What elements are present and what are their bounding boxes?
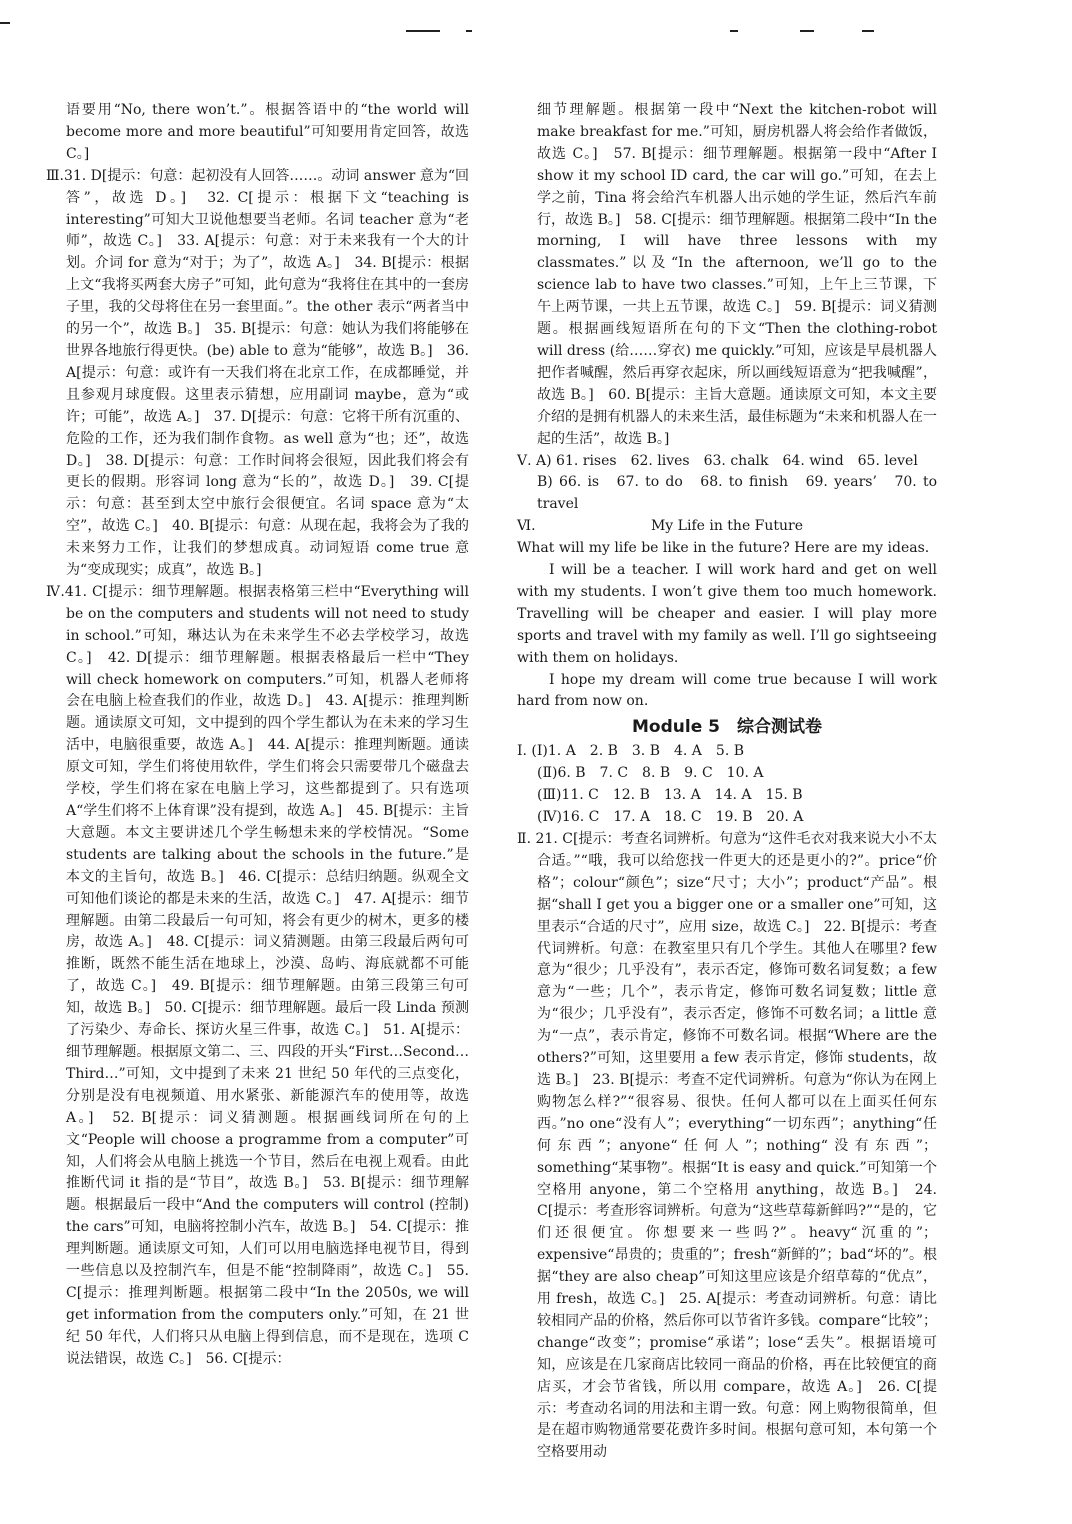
left-column <box>46 100 469 1371</box>
essay-title: My Life in the Future <box>650 518 804 535</box>
crop-mark <box>0 22 10 24</box>
essay-paragraph: I will be a teacher. I will work hard and get on well with my students. I won’t give them too much homework. Travelling will be cheaper and easier. I will play more sports and travel with my family as well. I’ll go sightseeing with them on holidays. <box>517 562 937 666</box>
section-i-row: (Ⅱ)6. B 7. C 8. B 9. C 10. A <box>537 765 764 782</box>
crop-mark <box>730 30 738 32</box>
section-v-a: Ⅴ. A) 61. rises 62. lives 63. chalk 64. wind 65. level <box>517 452 918 469</box>
section-i-row: (Ⅲ)11. C 12. B 13. A 14. A 15. B <box>537 787 803 804</box>
crop-mark <box>466 30 472 32</box>
crop-mark <box>862 30 874 32</box>
section-iii-answers: Ⅲ.31. D[提示：句意：起初没有人回答……。动词 answer 意为“回答”，故选 D。] 32. C[提示：根据下文“teaching is interesting”可知大卫说他想要当老师。名词 teacher 意为“老师”，故选 C。] 33. A[提示：句意：对于未来我有一个大的计划。介词 for 意为“对于；为了”，故选 A。] 34. B[提示：根据上文“我将买两套大房子”可知，此句意为“我将住在其中的一套房子里，我的父母将住在另一套里面。”。the other 表示“两者当中的另一个”，故选 B。] 35. B[提示：句意：她认为我们将能够在世界各地旅行得更快。(be) able to 意为“能够”，故选 B。] 36. A[提示：句意：或许有一天我们将在北京工作，在成都睡觉，并且参观月球度假。这里表示猜想，应用副词 maybe，意为“或许；可能”，故选 A。] 37. D[提示：句意：它将干所有沉重的、危险的工作，还为我们制作食物。as well 意为“也；还”，故选 D。] 38. D[提示：句意：工作时间将会很短，因此我们将会有更长的假期。形容词 long 意为“长的”，故选 D。] 39. C[提示：句意：甚至到太空中旅行会很便宜。名词 space 意为“太空”，故选 C。] 40. B[提示：句意：从现在起，我将会为了我的未来努力工作，让我们的梦想成真。动词短语 come true 意为“变成现实；成真”，故选 B。] <box>46 167 469 579</box>
essay-paragraph: I hope my dream will come true because I will work hard from now on. <box>517 671 937 710</box>
section-vi <box>517 516 937 713</box>
header-marks <box>0 0 1072 40</box>
section-iv-answers: Ⅳ.41. C[提示：细节理解题。根据表格第三栏中“Everything will be on the computers and students will not need to study in school.”可知，琳达认为在未来学生不必去学校学习，故选 C。] 42. D[提示：细节理解题。根据表格最后一栏中“They will check homework on computers.”可知，机器人老师将会在电脑上检查我们的作业，故选 D。] 43. A[提示：推理判断题。通读原文可知，文中提到的四个学生都认为在未来的学习生活中，电脑很重要，故选 A。] 44. A[提示：推理判断题。通读原文可知，学生们将使用软件，学生们将会只需要带几个磁盘去学校，学生们将在家在电脑上学习，这些都提到了。只有选项 A“学生们将不上体育课”没有提到，故选 A。] 45. B[提示：主旨大意题。本文主要讲述几个学生畅想未来的学校情况。“Some students are talking about the schools in the future.”是本文的主旨句，故选 B。] 46. C[提示：总结归纳题。纵观全文可知他们谈论的都是未来的生活，故选 C。] 47. A[提示：细节理解题。由第二段最后一句可知，将会有更少的树木，更多的楼房，故选 A。] 48. C[提示：词义猜测题。由第三段最后两句可推断，既然不能生活在地球上，沙漠、岛屿、海底就都不可能了，故选 C。] 49. B[提示：细节理解题。由第三段第三句可知，故选 B。] 50. C[提示：细节理解题。最后一段 Linda 预测了污染少、寿命长、探访火星三件事，故选 C。] 51. A[提示：细节理解题。根据原文第二、三、四段的开头“First…Second…Third…”可知，文中提到了未来 21 世纪 50 年代的三点变化，分别是没有电视频道、用水紧张、新能源汽车的使用等，故选 A。] 52. B[提示：词义猜测题。根据画线词所在句的上文“People will choose a programme from a computer”可知，人们将会从电脑上挑选一个节目，然后在电视上观看。由此推断代词 it 指的是“节目”，故选 B。] 53. B[提示：细节理解题。根据最后一段中“And the computers will control (控制) the cars”可知，电脑将控制小汽车，故选 B。] 54. C[提示：推理判断题。通读原文可知，人们可以用电脑选择电视节目，得到一些信息以及控制汽车，但是不能“控制降雨”，故选 C。] 55. C[提示：推理判断题。根据第二段中“In the 2050s, we will get information from the computers only.”可知，在 21 世纪 50 年代，人们将只从电脑上得到信息，而不是现在，选项 C 说法错误，故选 C。] 56. C[提示： <box>46 583 469 1367</box>
crop-mark <box>800 30 814 32</box>
section-ii-answers: Ⅱ. 21. C[提示：考查名词辨析。句意为“这件毛衣对我来说大小不太合适。”“哦，我可以给您找一件更大的还是更小的?”。price“价格”；colour“颜色”；size“尺寸；大小”；product“产品”。根据“shall I get you a bigger one or a smaller one”可知，这里表示“合适的尺寸”，应用 size，故选 C。] 22. B[提示：考查代词辨析。句意：在教室里只有几个学生。其他人在哪里? few 意为“很少；几乎没有”，表示否定，修饰可数名词复数；a few 意为“一些；几个”，表示肯定，修饰可数名词复数；little 意为“很少；几乎没有”，表示否定，修饰不可数名词；a little 意为“一点”，表示肯定，修饰不可数名词。根据“Where are the others?”可知，这里要用 a few 表示肯定，修饰 students，故选 B。] 23. B[提示：考查不定代词辨析。句意为“你认为在网上购物怎么样?”“很容易、很快。任何人都可以在上面买任何东西。”no one“没有人”；everything“一切东西”；anything“任何东西”；anyone“任何人”；nothing“没有东西”；something“某事物”。根据“It is easy and quick.”可知第一个空格用 anyone，第二个空格用 anything，故选 B。] 24. C[提示：考查形容词辨析。句意为“这些草莓新鲜吗?”“是的，它们还很便宜。你想要来一些吗?”。heavy“沉重的”；expensive“昂贵的；贵重的”；fresh“新鲜的”；bad“坏的”。根据“they are also cheap”可知这里应该是介绍草莓的“优点”，用 fresh，故选 C。] 25. A[提示：考查动词辨析。句意：请比较相同产品的价格，然后你可以节省许多钱。compare“比较”；change“改变”；promise“承诺”；lose“丢失”。根据语境可知，应该是在几家商店比较同一商品的价格，再在比较便宜的商店买，才会节省钱，所以用 compare，故选 A。] 26. C[提示：考查动名词的用法和主谓一致。句意：网上购物很简单，但是在超市购物通常要花费许多时间。根据句意可知，本句第一个空格要用动 <box>517 831 937 1461</box>
module-title: Module 5 综合测试卷 <box>632 717 822 738</box>
section-v-b: B) 66. is 67. to do 68. to finish 69. years’ 70. to travel <box>537 474 937 513</box>
section-vi-label: Ⅵ. <box>517 518 536 535</box>
section-i-row: Ⅰ. (Ⅰ)1. A 2. B 3. B 4. A 5. B <box>517 743 745 760</box>
right-column <box>517 100 937 1464</box>
section-iv-continuation: 细节理解题。根据第一段中“Next the kitchen-robot will make breakfast for me.”可知，厨房机器人将会给作者做饭，故选 C。] 57. B[提示：细节理解题。根据第一段中“After I show it my school ID card, the car will go.”可知，在去上学之前，Tina 将会给汽车机器人出示她的学生证，然后汽车前行，故选 B。] 58. C[提示：细节理解题。根据第二段中“In the morning, I will have three lessons with my classmates.”以及“In the afternoon, we’ll go to the science lab to have two classes.”可知，上午上三节课，下午上两节课，一共上五节课，故选 C。] 59. B[提示：词义猜测题。根据画线短语所在句的下文“Then the clothing-robot will dress (给……穿衣) me quickly.”可知，应该是早晨机器人把作者喊醒，然后再穿衣起床，所以画线短语意为“把我喊醒”，故选 B。] 60. B[提示：主旨大意题。通读原文可知，本文主要介绍的是拥有机器人的未来生活，最佳标题为“未来和机器人在一起的生活”，故选 B。] <box>537 102 937 447</box>
crop-mark <box>406 30 440 32</box>
essay-lead: What will my life be like in the future? Here are my ideas. <box>517 540 930 557</box>
answer-continuation: 语要用“No, there won’t.”。根据答语中的“the world will become more and more beautiful”可知要用肯定回答，故选 C。] <box>66 102 469 162</box>
section-i-row: (Ⅳ)16. C 17. A 18. C 19. B 20. A <box>537 809 804 826</box>
